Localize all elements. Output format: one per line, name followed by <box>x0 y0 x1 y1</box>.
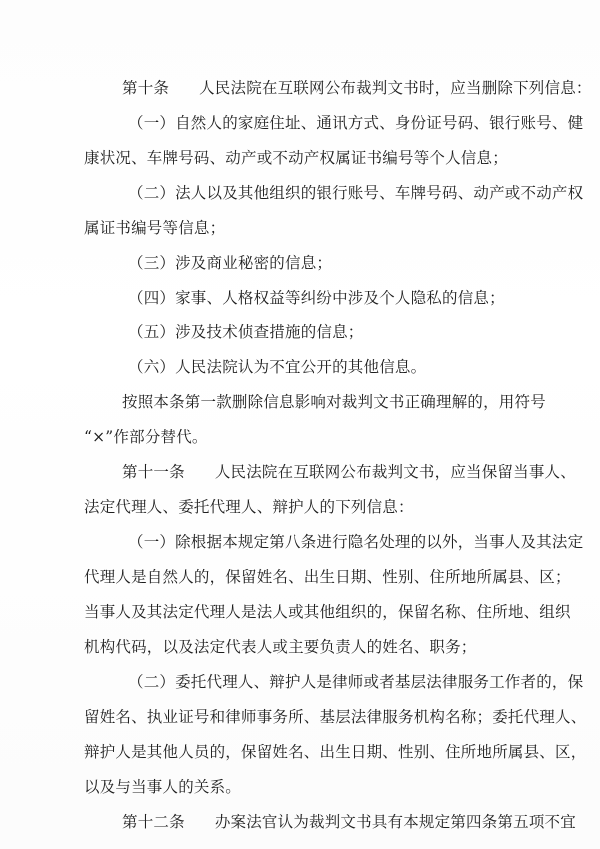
article-11-item-2-line-4: 以及与当事人的关系。 <box>84 778 242 796</box>
article-11-item-2-line-3: 辩护人是其他人员的，保留姓名、出生日期、性别、住所地所属县、区， <box>84 743 587 761</box>
article-11-item-1-line-4: 机构代码，以及法定代表人或主要负责人的姓名、职务； <box>84 638 477 656</box>
article-11-item-2-line-2: 留姓名、执业证号和律师事务所、基层法律服务机构名称；委托代理人、 <box>84 708 587 726</box>
article-10-item-1-line-1: （一）自然人的家庭住址、通讯方式、身份证号码、银行账号、健 <box>128 114 584 132</box>
article-10-item-2-line-1: （二）法人以及其他组织的银行账号、车牌号码、动产或不动产权 <box>128 184 584 202</box>
article-11-intro-line-1: 人民法院在互联网公布裁判文书，应当保留当事人、 <box>214 463 576 481</box>
article-11-item-2-line-1: （二）委托代理人、辩护人是律师或者基层法律服务工作者的，保 <box>128 673 584 691</box>
article-10-item-5: （五）涉及技术侦查措施的信息； <box>128 323 364 341</box>
article-11-item-1-line-2: 代理人是自然人的，保留姓名、出生日期、性别、住所地所属县、区； <box>84 568 571 586</box>
article-10-item-6: （六）人民法院认为不宜公开的其他信息。 <box>128 358 427 376</box>
article-10-note-line-2: “×”作部分替代。 <box>84 428 208 446</box>
article-10-item-1-line-2: 康状况、车牌号码、动产或不动产权属证书编号等个人信息； <box>84 149 508 167</box>
article-10-item-2-line-2: 属证书编号等信息； <box>84 219 226 237</box>
article-10-heading: 第十条 <box>122 79 170 97</box>
article-10-item-3: （三）涉及商业秘密的信息； <box>128 254 333 272</box>
article-10-intro: 人民法院在互联网公布裁判文书时，应当删除下列信息： <box>199 79 592 97</box>
article-12-line-1 <box>122 812 576 832</box>
article-11-line-1 <box>122 462 576 482</box>
article-11-intro-line-2: 法定代理人、委托代理人、辩护人的下列信息： <box>84 498 414 516</box>
article-11-heading: 第十一条 <box>122 463 185 481</box>
article-10-item-4: （四）家事、人格权益等纠纷中涉及个人隐私的信息； <box>128 289 505 307</box>
article-10-line-1 <box>122 78 592 98</box>
article-12-heading: 第十二条 <box>122 813 185 831</box>
article-12-intro-line-1: 办案法官认为裁判文书具有本规定第四条第五项不宜 <box>214 813 576 831</box>
article-11-item-1-line-1: （一）除根据本规定第八条进行隐名处理的以外，当事人及其法定 <box>128 533 584 551</box>
article-10-note-line-1: 按照本条第一款删除信息影响对裁判文书正确理解的，用符号 <box>122 393 546 411</box>
article-11-item-1-line-3: 当事人及其法定代理人是法人或其他组织的，保留名称、住所地、组织 <box>84 603 571 621</box>
